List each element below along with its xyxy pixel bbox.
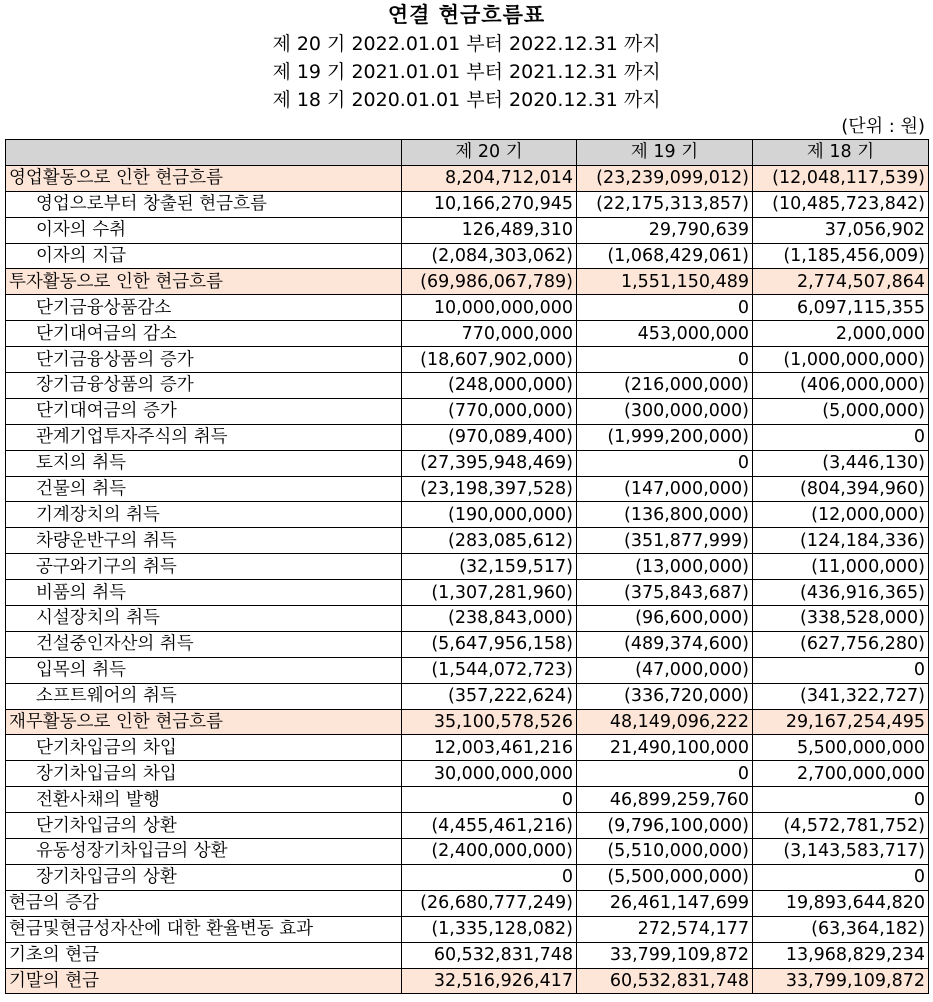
- table-row: [6, 787, 929, 813]
- value-19: 29,790,639: [577, 217, 753, 243]
- row-label: 영업으로부터 창출된 현금흐름: [6, 191, 402, 217]
- value-19: 21,490,100,000: [577, 735, 753, 761]
- table-row: [6, 424, 929, 450]
- table-row: [6, 631, 929, 657]
- row-label: 공구와기구의 취득: [6, 554, 402, 580]
- column-header-20: 제 20 기: [402, 140, 577, 166]
- value-18: (4,572,781,752): [753, 813, 929, 839]
- table-row: [6, 321, 929, 347]
- row-label: 입목의 취득: [6, 657, 402, 683]
- value-19: (5,510,000,000): [577, 839, 753, 865]
- unit-label: (단위 : 원): [841, 116, 925, 137]
- column-header-19: 제 19 기: [577, 140, 753, 166]
- table-row: [6, 968, 929, 994]
- value-18: (12,000,000): [753, 502, 929, 528]
- row-label: 소프트웨어의 취득: [6, 683, 402, 709]
- value-18: (338,528,000): [753, 606, 929, 632]
- row-label: 단기금융상품감소: [6, 295, 402, 321]
- value-19: 0: [577, 761, 753, 787]
- value-20: (2,084,303,062): [402, 243, 577, 269]
- value-20: 770,000,000: [402, 321, 577, 347]
- value-20: (18,607,902,000): [402, 347, 577, 373]
- row-label: 건물의 취득: [6, 476, 402, 502]
- value-18: 0: [753, 864, 929, 890]
- table-row: [6, 450, 929, 476]
- value-18: (10,485,723,842): [753, 191, 929, 217]
- value-19: (147,000,000): [577, 476, 753, 502]
- value-20: (5,647,956,158): [402, 631, 577, 657]
- value-19: (13,000,000): [577, 554, 753, 580]
- value-19: (1,999,200,000): [577, 424, 753, 450]
- table-row: [6, 554, 929, 580]
- table-row: [6, 683, 929, 709]
- cash-flow-table: [5, 139, 929, 994]
- row-label: 유동성장기차입금의 상환: [6, 839, 402, 865]
- table-row: [6, 295, 929, 321]
- value-20: (4,455,461,216): [402, 813, 577, 839]
- value-20: (190,000,000): [402, 502, 577, 528]
- table-row: [6, 191, 929, 217]
- period-line-19: 제 19 기 2021.01.01 부터 2021.12.31 까지: [272, 61, 661, 83]
- row-label: 현금의 증감: [6, 890, 402, 916]
- value-18: (1,185,456,009): [753, 243, 929, 269]
- row-label: 단기차입금의 차입: [6, 735, 402, 761]
- row-label: 장기차입금의 차입: [6, 761, 402, 787]
- table-row: [6, 942, 929, 968]
- value-19: 33,799,109,872: [577, 942, 753, 968]
- column-header-label: [6, 140, 402, 166]
- row-label: 관계기업투자주식의 취득: [6, 424, 402, 450]
- statement-title: 연결 현금흐름표: [387, 3, 546, 27]
- value-19: (23,239,099,012): [577, 165, 753, 191]
- row-label: 장기금융상품의 증가: [6, 373, 402, 399]
- period-line-20: 제 20 기 2022.01.01 부터 2022.12.31 까지: [272, 33, 661, 55]
- value-19: (136,800,000): [577, 502, 753, 528]
- value-19: (351,877,999): [577, 528, 753, 554]
- row-label: 단기대여금의 감소: [6, 321, 402, 347]
- row-label: 투자활동으로 인한 현금흐름: [6, 269, 402, 295]
- table-row: [6, 709, 929, 735]
- table-header-row: [6, 140, 929, 166]
- value-20: (238,843,000): [402, 606, 577, 632]
- value-18: 13,968,829,234: [753, 942, 929, 968]
- value-20: (248,000,000): [402, 373, 577, 399]
- value-18: 0: [753, 424, 929, 450]
- value-20: 32,516,926,417: [402, 968, 577, 994]
- row-label: 차량운반구의 취득: [6, 528, 402, 554]
- table-row: [6, 890, 929, 916]
- value-19: (9,796,100,000): [577, 813, 753, 839]
- value-19: (216,000,000): [577, 373, 753, 399]
- value-18: (3,143,583,717): [753, 839, 929, 865]
- value-18: (804,394,960): [753, 476, 929, 502]
- table-row: [6, 398, 929, 424]
- value-20: (1,544,072,723): [402, 657, 577, 683]
- value-19: 1,551,150,489: [577, 269, 753, 295]
- table-row: [6, 243, 929, 269]
- table-row: [6, 347, 929, 373]
- value-18: (627,756,280): [753, 631, 929, 657]
- value-18: 2,700,000,000: [753, 761, 929, 787]
- value-19: (96,600,000): [577, 606, 753, 632]
- row-label: 기말의 현금: [6, 968, 402, 994]
- value-18: (3,446,130): [753, 450, 929, 476]
- table-row: [6, 761, 929, 787]
- value-18: 29,167,254,495: [753, 709, 929, 735]
- value-18: 19,893,644,820: [753, 890, 929, 916]
- value-18: (124,184,336): [753, 528, 929, 554]
- row-label: 토지의 취득: [6, 450, 402, 476]
- table-body: [6, 165, 929, 994]
- value-18: (406,000,000): [753, 373, 929, 399]
- value-19: 453,000,000: [577, 321, 753, 347]
- value-20: (32,159,517): [402, 554, 577, 580]
- value-18: 0: [753, 657, 929, 683]
- value-18: 33,799,109,872: [753, 968, 929, 994]
- value-20: (770,000,000): [402, 398, 577, 424]
- statement-header: [0, 0, 933, 140]
- value-19: 60,532,831,748: [577, 968, 753, 994]
- table-row: [6, 813, 929, 839]
- value-20: 35,100,578,526: [402, 709, 577, 735]
- row-label: 기초의 현금: [6, 942, 402, 968]
- row-label: 단기차입금의 상환: [6, 813, 402, 839]
- value-20: (27,395,948,469): [402, 450, 577, 476]
- value-20: 10,166,270,945: [402, 191, 577, 217]
- row-label: 기계장치의 취득: [6, 502, 402, 528]
- value-19: (375,843,687): [577, 580, 753, 606]
- value-18: 5,500,000,000: [753, 735, 929, 761]
- value-19: (5,500,000,000): [577, 864, 753, 890]
- value-20: (1,307,281,960): [402, 580, 577, 606]
- table-row: [6, 373, 929, 399]
- table-row: [6, 476, 929, 502]
- value-20: (23,198,397,528): [402, 476, 577, 502]
- value-19: (47,000,000): [577, 657, 753, 683]
- value-19: 0: [577, 295, 753, 321]
- value-18: (5,000,000): [753, 398, 929, 424]
- period-line-18: 제 18 기 2020.01.01 부터 2020.12.31 까지: [272, 89, 661, 111]
- value-19: (22,175,313,857): [577, 191, 753, 217]
- row-label: 재무활동으로 인한 현금흐름: [6, 709, 402, 735]
- row-label: 이자의 수취: [6, 217, 402, 243]
- row-label: 이자의 지급: [6, 243, 402, 269]
- row-label: 건설중인자산의 취득: [6, 631, 402, 657]
- table-row: [6, 580, 929, 606]
- row-label: 영업활동으로 인한 현금흐름: [6, 165, 402, 191]
- value-20: 12,003,461,216: [402, 735, 577, 761]
- value-19: (489,374,600): [577, 631, 753, 657]
- value-18: 2,000,000: [753, 321, 929, 347]
- value-18: 6,097,115,355: [753, 295, 929, 321]
- value-20: (357,222,624): [402, 683, 577, 709]
- value-18: (63,364,182): [753, 916, 929, 942]
- row-label: 단기대여금의 증가: [6, 398, 402, 424]
- row-label: 현금및현금성자산에 대한 환율변동 효과: [6, 916, 402, 942]
- value-20: (1,335,128,082): [402, 916, 577, 942]
- row-label: 장기차입금의 상환: [6, 864, 402, 890]
- table-row: [6, 165, 929, 191]
- value-20: 60,532,831,748: [402, 942, 577, 968]
- value-18: 37,056,902: [753, 217, 929, 243]
- column-header-18: 제 18 기: [753, 140, 929, 166]
- table-row: [6, 839, 929, 865]
- value-19: 272,574,177: [577, 916, 753, 942]
- table-row: [6, 864, 929, 890]
- value-19: 26,461,147,699: [577, 890, 753, 916]
- value-20: (69,986,067,789): [402, 269, 577, 295]
- value-20: 30,000,000,000: [402, 761, 577, 787]
- value-18: (12,048,117,539): [753, 165, 929, 191]
- value-20: 8,204,712,014: [402, 165, 577, 191]
- value-20: (970,089,400): [402, 424, 577, 450]
- table-row: [6, 916, 929, 942]
- value-20: 0: [402, 864, 577, 890]
- value-20: (2,400,000,000): [402, 839, 577, 865]
- row-label: 단기금융상품의 증가: [6, 347, 402, 373]
- row-label: 전환사채의 발행: [6, 787, 402, 813]
- value-19: (1,068,429,061): [577, 243, 753, 269]
- table-row: [6, 502, 929, 528]
- value-20: (26,680,777,249): [402, 890, 577, 916]
- value-19: (300,000,000): [577, 398, 753, 424]
- value-20: 0: [402, 787, 577, 813]
- value-20: 10,000,000,000: [402, 295, 577, 321]
- value-19: 0: [577, 347, 753, 373]
- table-row: [6, 606, 929, 632]
- value-19: 0: [577, 450, 753, 476]
- table-row: [6, 217, 929, 243]
- value-18: 2,774,507,864: [753, 269, 929, 295]
- value-18: 0: [753, 787, 929, 813]
- table-row: [6, 528, 929, 554]
- value-18: (11,000,000): [753, 554, 929, 580]
- row-label: 비품의 취득: [6, 580, 402, 606]
- value-18: (1,000,000,000): [753, 347, 929, 373]
- value-19: 46,899,259,760: [577, 787, 753, 813]
- value-20: (283,085,612): [402, 528, 577, 554]
- value-20: 126,489,310: [402, 217, 577, 243]
- value-18: (436,916,365): [753, 580, 929, 606]
- table-row: [6, 735, 929, 761]
- row-label: 시설장치의 취득: [6, 606, 402, 632]
- value-19: (336,720,000): [577, 683, 753, 709]
- value-18: (341,322,727): [753, 683, 929, 709]
- table-row: [6, 269, 929, 295]
- table-row: [6, 657, 929, 683]
- value-19: 48,149,096,222: [577, 709, 753, 735]
